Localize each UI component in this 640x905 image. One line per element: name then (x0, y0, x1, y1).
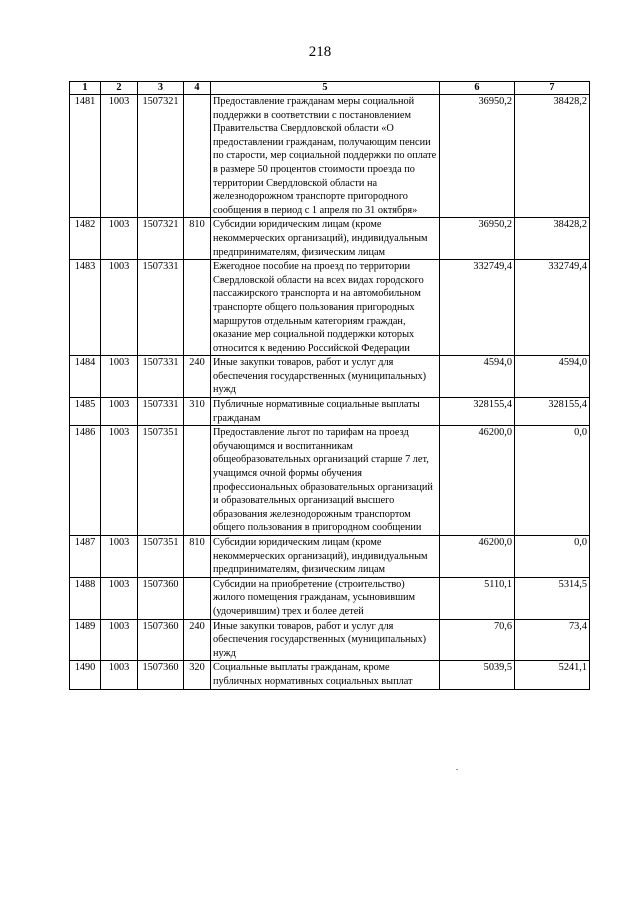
column-header: 7 (515, 82, 590, 95)
table-header-row (70, 82, 590, 95)
row-number: 1482 (70, 218, 101, 260)
target-article-code: 1507360 (138, 577, 184, 619)
target-article-code: 1507360 (138, 619, 184, 661)
amount-col7: 73,4 (515, 619, 590, 661)
table-row (70, 426, 590, 536)
budget-table (69, 81, 590, 690)
scan-artifact (456, 769, 458, 770)
amount-col7: 332749,4 (515, 260, 590, 356)
table-row (70, 577, 590, 619)
row-number: 1484 (70, 356, 101, 398)
amount-col7: 0,0 (515, 536, 590, 578)
expense-type-code: 240 (184, 356, 211, 398)
amount-col7: 38428,2 (515, 95, 590, 218)
target-article-code: 1507360 (138, 661, 184, 689)
amount-col6: 5110,1 (440, 577, 515, 619)
section-code: 1003 (101, 95, 138, 218)
section-code: 1003 (101, 426, 138, 536)
target-article-code: 1507331 (138, 356, 184, 398)
target-article-code: 1507351 (138, 426, 184, 536)
amount-col6: 36950,2 (440, 95, 515, 218)
row-number: 1483 (70, 260, 101, 356)
amount-col7: 5314,5 (515, 577, 590, 619)
row-number: 1490 (70, 661, 101, 689)
amount-col6: 46200,0 (440, 426, 515, 536)
amount-col6: 36950,2 (440, 218, 515, 260)
expense-type-code: 320 (184, 661, 211, 689)
amount-col6: 70,6 (440, 619, 515, 661)
amount-col7: 0,0 (515, 426, 590, 536)
amount-col6: 5039,5 (440, 661, 515, 689)
amount-col7: 38428,2 (515, 218, 590, 260)
table-row (70, 95, 590, 218)
table-row (70, 260, 590, 356)
expense-type-code: 310 (184, 398, 211, 426)
section-code: 1003 (101, 536, 138, 578)
column-header: 1 (70, 82, 101, 95)
amount-col6: 4594,0 (440, 356, 515, 398)
column-header: 6 (440, 82, 515, 95)
amount-col6: 328155,4 (440, 398, 515, 426)
table-row (70, 356, 590, 398)
item-description: Субсидии юридическим лицам (кроме некоммерческих организаций), индивидуальным предпринимателям, физическим лицам (211, 536, 440, 578)
expense-type-code (184, 577, 211, 619)
target-article-code: 1507331 (138, 398, 184, 426)
section-code: 1003 (101, 661, 138, 689)
amount-col6: 332749,4 (440, 260, 515, 356)
item-description: Субсидии на приобретение (строительство) жилого помещения гражданам, усыновившим (удочерившим) трех и более детей (211, 577, 440, 619)
row-number: 1487 (70, 536, 101, 578)
item-description: Предоставление льгот по тарифам на проезд обучающимся и воспитанникам общеобразовательных организаций старше 7 лет, учащимся очной формы обучения профессиональных образовательных организаций и образовательных организаций высшего образования железнодорожным транспортом общего пользования в пригородном сообщении (211, 426, 440, 536)
page-number: 218 (308, 44, 332, 60)
column-header: 5 (211, 82, 440, 95)
column-header: 3 (138, 82, 184, 95)
section-code: 1003 (101, 260, 138, 356)
table-row (70, 619, 590, 661)
table-row (70, 398, 590, 426)
row-number: 1481 (70, 95, 101, 218)
expense-type-code: 810 (184, 218, 211, 260)
expense-type-code: 240 (184, 619, 211, 661)
item-description: Публичные нормативные социальные выплаты гражданам (211, 398, 440, 426)
amount-col7: 5241,1 (515, 661, 590, 689)
table-row (70, 661, 590, 689)
expense-type-code: 810 (184, 536, 211, 578)
section-code: 1003 (101, 398, 138, 426)
amount-col7: 4594,0 (515, 356, 590, 398)
row-number: 1486 (70, 426, 101, 536)
amount-col6: 46200,0 (440, 536, 515, 578)
item-description: Социальные выплаты гражданам, кроме публичных нормативных социальных выплат (211, 661, 440, 689)
item-description: Субсидии юридическим лицам (кроме некоммерческих организаций), индивидуальным предпринимателям, физическим лицам (211, 218, 440, 260)
section-code: 1003 (101, 356, 138, 398)
target-article-code: 1507321 (138, 95, 184, 218)
item-description: Иные закупки товаров, работ и услуг для обеспечения государственных (муниципальных) нужд (211, 619, 440, 661)
column-header: 4 (184, 82, 211, 95)
expense-type-code (184, 260, 211, 356)
row-number: 1485 (70, 398, 101, 426)
target-article-code: 1507331 (138, 260, 184, 356)
table-row (70, 536, 590, 578)
section-code: 1003 (101, 619, 138, 661)
expense-type-code (184, 426, 211, 536)
item-description: Ежегодное пособие на проезд по территории Свердловской области на всех видах городского пассажирского транспорта и на автомобильном транспорте общего пользования пригородных маршрутов отдельным категориям граждан, оказание мер социальной поддержки которых относится к ведению Российской Федерации (211, 260, 440, 356)
item-description: Предоставление гражданам меры социальной поддержки в соответствии с постановлением Правительства Свердловской области «О предоставлении гражданам, получающим пенсии по старости, мер социальной поддержки по оплате в размере 50 процентов стоимости проезда по территории Свердловской области на железнодорожном транспорте пригородного сообщения в период с 1 апреля по 31 октября» (211, 95, 440, 218)
section-code: 1003 (101, 577, 138, 619)
section-code: 1003 (101, 218, 138, 260)
target-article-code: 1507321 (138, 218, 184, 260)
item-description: Иные закупки товаров, работ и услуг для обеспечения государственных (муниципальных) нужд (211, 356, 440, 398)
column-header: 2 (101, 82, 138, 95)
amount-col7: 328155,4 (515, 398, 590, 426)
row-number: 1489 (70, 619, 101, 661)
expense-type-code (184, 95, 211, 218)
target-article-code: 1507351 (138, 536, 184, 578)
table-row (70, 218, 590, 260)
row-number: 1488 (70, 577, 101, 619)
